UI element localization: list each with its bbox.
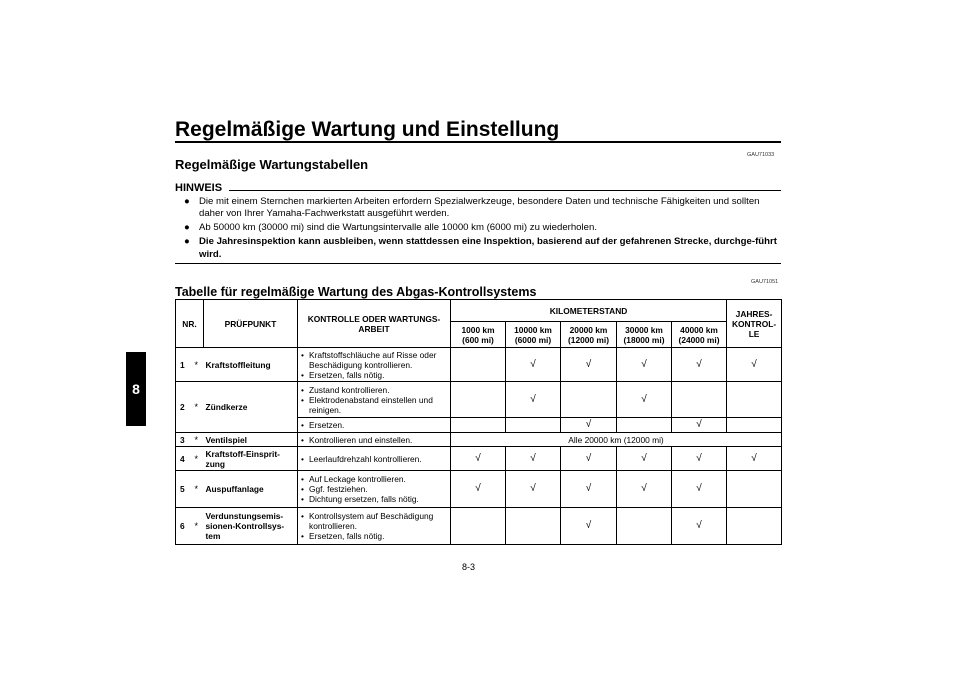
check-cell	[727, 471, 782, 508]
work-cell: • Leerlaufdrehzahl kontrollieren.	[298, 447, 451, 471]
check-mark: √	[561, 447, 617, 471]
check-cell	[506, 508, 561, 545]
row-number: 4	[176, 447, 195, 471]
check-mark: √	[617, 471, 672, 508]
check-mark: √	[727, 348, 782, 382]
star-marker: *	[195, 471, 204, 508]
check-point: Kraftstoffleitung	[204, 348, 298, 382]
check-cell	[727, 382, 782, 418]
header-km-col: 10000 km (6000 mi)	[506, 322, 561, 348]
check-mark: √	[727, 447, 782, 471]
check-cell	[617, 418, 672, 433]
table-section-code: GAU71051	[751, 279, 779, 285]
hinweis-label: HINWEIS	[175, 182, 223, 194]
work-cell: • Kontrollsystem auf Beschädigung kontrollieren. • Ersetzen, falls nötig.	[298, 508, 451, 545]
maintenance-table	[175, 299, 782, 545]
check-mark: √	[506, 348, 561, 382]
hinweis-end-rule	[175, 263, 781, 264]
check-mark: √	[617, 348, 672, 382]
hinweis-text: Die mit einem Sternchen markierten Arbeiten erfordern Spezialwerkzeuge, besondere Daten und technische Fähigkeiten und sollten daher von Ihrer Yamaha-Fachwerkstatt ausgeführt werden.	[199, 196, 760, 220]
table-row	[176, 433, 782, 447]
bullet-icon: ●	[184, 222, 190, 234]
header-km: KILOMETERSTAND	[451, 300, 727, 322]
check-mark: √	[672, 348, 727, 382]
check-mark: √	[506, 471, 561, 508]
check-cell	[451, 418, 506, 433]
check-point: Verdunstungsemis-sionen-Kontrollsys-tem	[204, 508, 298, 545]
star-marker: *	[195, 447, 204, 471]
check-point: Zündkerze	[204, 382, 298, 433]
check-cell	[451, 348, 506, 382]
hinweis-text: Die Jahresinspektion kann ausbleiben, wenn stattdessen eine Inspektion, basierend auf der gefahrenen Strecke, durchge-führt wird.	[199, 236, 777, 260]
hinweis-text: Ab 50000 km (30000 mi) sind die Wartungsintervalle alle 10000 km (6000 mi) zu wiederholen.	[199, 222, 597, 234]
bullet-icon: ●	[184, 236, 190, 248]
header-km-col: 30000 km (18000 mi)	[617, 322, 672, 348]
table-row	[176, 348, 782, 382]
check-mark: √	[672, 471, 727, 508]
check-cell	[451, 508, 506, 545]
hinweis-rule	[229, 190, 781, 191]
table-row	[176, 382, 782, 418]
check-mark: √	[506, 447, 561, 471]
row-number: 3	[176, 433, 195, 447]
page-title: Regelmäßige Wartung und Einstellung	[175, 118, 560, 141]
work-cell: • Ersetzen.	[298, 418, 451, 433]
row-number: 1	[176, 348, 195, 382]
row-number: 2	[176, 382, 195, 433]
header-point: PRÜFPUNKT	[204, 300, 298, 348]
hinweis-list	[184, 196, 781, 263]
check-cell	[672, 382, 727, 418]
work-cell: • Auf Leckage kontrollieren. • Ggf. festziehen. • Dichtung ersetzen, falls nötig.	[298, 471, 451, 508]
header-work: KONTROLLE ODER WARTUNGS-ARBEIT	[298, 300, 451, 348]
header-km-col: 1000 km (600 mi)	[451, 322, 506, 348]
header-rule	[175, 141, 781, 143]
bullet-icon: ●	[184, 196, 190, 207]
work-cell: • Zustand kontrollieren. • Elektrodenabstand einstellen und reinigen.	[298, 382, 451, 418]
check-mark: √	[561, 348, 617, 382]
check-cell	[727, 508, 782, 545]
star-marker: *	[195, 348, 204, 382]
row-number: 6	[176, 508, 195, 545]
check-cell	[506, 418, 561, 433]
header-km-col: 20000 km (12000 mi)	[561, 322, 617, 348]
star-marker: *	[195, 433, 204, 447]
check-mark: √	[451, 447, 506, 471]
check-mark: √	[506, 382, 561, 418]
check-mark: √	[561, 471, 617, 508]
interval-cell: Alle 20000 km (12000 mi)	[451, 433, 782, 447]
star-marker: *	[195, 508, 204, 545]
row-number: 5	[176, 471, 195, 508]
hinweis-item	[184, 236, 781, 261]
header-annual: JAHRES-KONTROL-LE	[727, 300, 782, 348]
check-mark: √	[561, 508, 617, 545]
check-mark: √	[617, 447, 672, 471]
table-row	[176, 471, 782, 508]
work-cell: • Kontrollieren und einstellen.	[298, 433, 451, 447]
table-row	[176, 447, 782, 471]
check-cell	[561, 382, 617, 418]
check-cell	[617, 508, 672, 545]
star-marker: *	[195, 382, 204, 433]
check-mark: √	[451, 471, 506, 508]
check-cell	[451, 382, 506, 418]
header-km-col: 40000 km (24000 mi)	[672, 322, 727, 348]
check-mark: √	[672, 418, 727, 433]
check-mark: √	[617, 382, 672, 418]
section-title: Regelmäßige Wartungstabellen	[175, 157, 369, 172]
work-cell: • Kraftstoffschläuche auf Risse oder Beschädigung kontrollieren. • Ersetzen, falls nötig.	[298, 348, 451, 382]
page-number: 8-3	[462, 562, 476, 572]
check-point: Auspuffanlage	[204, 471, 298, 508]
table-title: Tabelle für regelmäßige Wartung des Abgas-Kontrollsystems	[175, 285, 537, 299]
check-mark: √	[672, 508, 727, 545]
table-row	[176, 508, 782, 545]
hinweis-item	[184, 222, 781, 234]
header-nr: NR.	[176, 300, 204, 348]
hinweis-item	[184, 196, 781, 221]
check-mark: √	[672, 447, 727, 471]
section-code: GAU71033	[747, 152, 775, 158]
chapter-tab: 8	[126, 352, 146, 426]
check-point: Ventilspiel	[204, 433, 298, 447]
check-cell	[727, 418, 782, 433]
check-mark: √	[561, 418, 617, 433]
check-point: Kraftstoff-Einsprit-zung	[204, 447, 298, 471]
